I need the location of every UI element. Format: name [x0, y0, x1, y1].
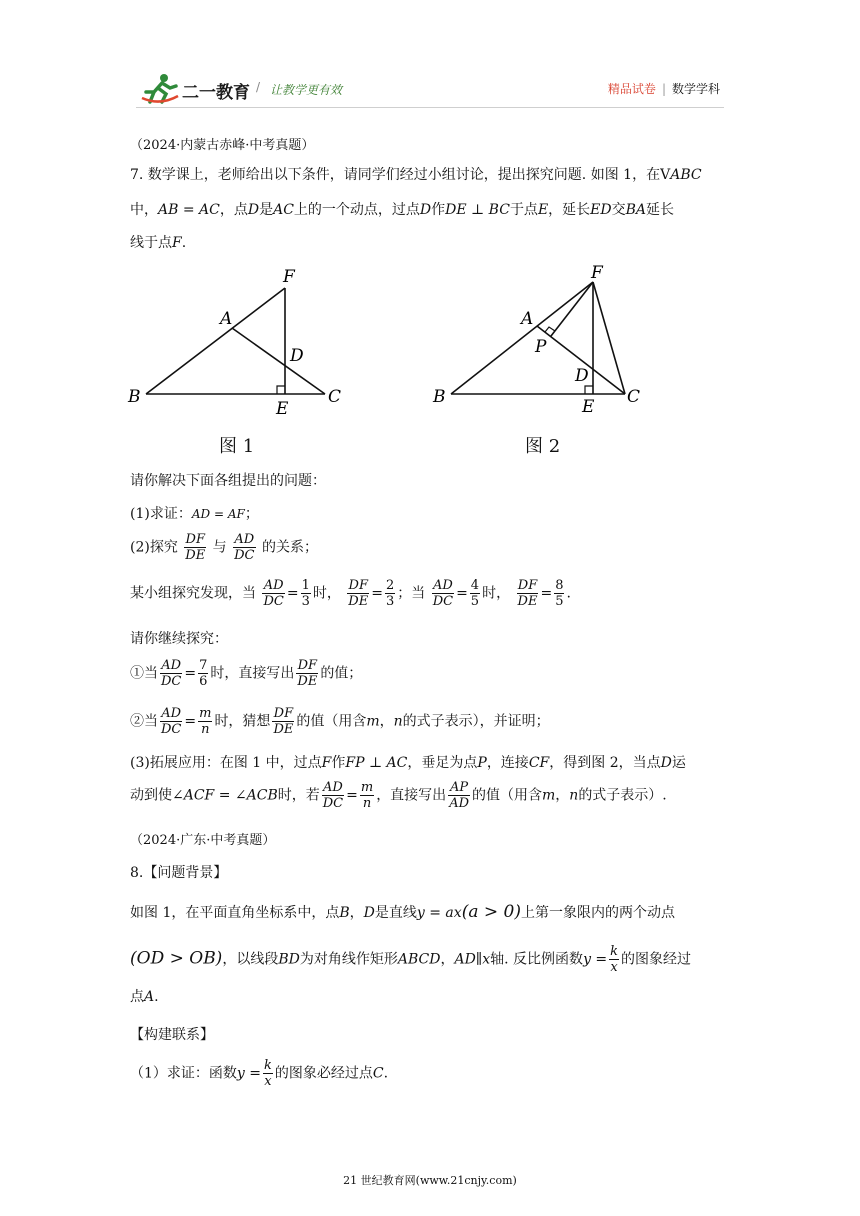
header-product: 精品试卷: [607, 82, 656, 96]
q8-build-heading: 【构建联系】: [130, 1027, 214, 1043]
label-d: D: [290, 346, 304, 366]
fraction-2-3: [385, 578, 395, 609]
numerator: DF: [348, 578, 368, 593]
text: ①当: [130, 665, 158, 682]
numerator: 1: [301, 578, 310, 593]
text: ，以线段: [222, 951, 279, 968]
text: .: [383, 1065, 389, 1082]
numerator: AD: [161, 658, 182, 673]
text: 点: [130, 989, 144, 1005]
text: ，点: [219, 202, 248, 218]
var: F: [321, 755, 332, 771]
numerator: k: [264, 1058, 272, 1073]
text: .: [154, 989, 159, 1005]
text: （1）求证：函数: [130, 1065, 237, 1082]
denominator: 6: [199, 674, 208, 689]
label-a: A: [220, 309, 233, 329]
segment-bf: [146, 288, 285, 394]
brand-logo: [140, 72, 345, 106]
q7-source: （2024·内蒙古赤峰·中考真题）: [130, 138, 315, 153]
text: (3)拓展应用：在图 1 中，过点: [130, 755, 322, 771]
denominator: n: [201, 722, 210, 737]
label-f: F: [283, 267, 295, 287]
expr-line: y = ax: [416, 905, 462, 921]
q8-line3: [130, 986, 730, 1006]
figure-1: [120, 260, 360, 420]
q7-sub2: [130, 706, 730, 737]
text: 的式子表示）.: [578, 787, 667, 804]
denominator: DE: [273, 722, 294, 737]
expr-cond: (a > 0): [461, 902, 521, 922]
text: 如图 1，在平面直角坐标系中，点: [130, 905, 340, 921]
fraction-k-x: [263, 1058, 273, 1089]
text: 的图象经过: [621, 951, 692, 968]
triangle-symbol: V: [660, 167, 671, 183]
fraction-ad-dc: [322, 780, 344, 811]
text: ，垂足为点: [407, 755, 478, 771]
var: B: [339, 905, 350, 921]
denominator: AD: [449, 796, 469, 811]
fraction-df-de: [296, 658, 318, 689]
numerator: AD: [263, 578, 284, 593]
brand-name: 二一教育: [182, 83, 250, 103]
denominator: DE: [297, 674, 318, 689]
fraction-1-3: [301, 578, 311, 609]
var: ABCD: [397, 951, 441, 968]
denominator: 3: [301, 594, 310, 609]
denominator: DE: [517, 594, 538, 609]
text: 作: [431, 202, 446, 218]
text: 时，若: [277, 787, 320, 804]
numerator: 8: [555, 578, 564, 593]
numerator: DF: [273, 706, 294, 721]
q7-stem-line3: [130, 232, 730, 252]
fraction-m-n: [198, 706, 212, 737]
triangle-name: ABC: [670, 167, 702, 183]
denominator: DE: [348, 594, 369, 609]
var: AC: [273, 202, 294, 218]
denominator: DC: [322, 796, 344, 811]
q7-intro: 请你解决下面各组提出的问题：: [130, 473, 326, 489]
var: n: [393, 713, 403, 730]
text: ，: [349, 905, 364, 921]
fraction-df-de: [347, 578, 369, 609]
var: D: [660, 755, 672, 771]
equals: =: [456, 585, 468, 602]
text: (1)求证：: [130, 506, 192, 522]
numerator: k: [610, 944, 619, 959]
label-b: B: [433, 387, 446, 407]
text: ，延长: [548, 202, 591, 218]
q8-source: （2024·广东·中考真题）: [130, 833, 276, 848]
label-d: D: [575, 366, 589, 386]
text: 时，猜想: [214, 713, 271, 730]
numerator: AD: [161, 706, 182, 721]
label-b: B: [128, 387, 141, 407]
q7-part3-line1: [130, 752, 730, 772]
text: ；当: [397, 585, 426, 602]
var: D: [247, 202, 260, 218]
text: 的关系；: [261, 539, 318, 556]
runner-logo-icon: [140, 72, 180, 106]
q8-line1: [130, 902, 730, 922]
fraction-k-x: [609, 944, 619, 975]
text: 的值；: [320, 665, 363, 682]
equals: =: [371, 585, 383, 602]
right-angle-mark: [277, 386, 285, 394]
numerator: 2: [385, 578, 395, 593]
text: ，直接写出: [376, 787, 447, 804]
text: 轴. 反比例函数: [490, 951, 584, 968]
denominator: x: [264, 1074, 272, 1089]
var: D: [363, 905, 375, 921]
q8-part1: [130, 1058, 730, 1089]
fraction-ad-dc: [262, 578, 284, 609]
text: 的值（用含: [472, 787, 542, 804]
brand-slash: /: [256, 80, 261, 94]
text: 时，: [312, 585, 341, 602]
equals: =: [286, 585, 299, 602]
text: 作: [331, 755, 346, 771]
numerator: AD: [234, 532, 255, 547]
segment-ac: [232, 328, 325, 394]
q7-stem-text1: 7. 数学课上，老师给出以下条件，请同学们经过小组讨论，提出探究问题. 如图 1，在: [130, 167, 661, 183]
text: 中，: [130, 202, 158, 218]
q7-stem-line1: [130, 164, 730, 184]
right-angle-mark-e: [585, 386, 593, 394]
text: ②当: [130, 713, 158, 730]
segment-fp: [551, 282, 593, 336]
q7-stem-line2: [130, 199, 730, 219]
q7-part1: [130, 503, 730, 523]
numerator: AD: [432, 578, 453, 593]
text: 某小组探究发现，当: [130, 585, 256, 602]
right-angle-mark-p: [545, 327, 555, 332]
text: (2)探究: [130, 539, 178, 556]
text: 于点: [509, 202, 538, 218]
denominator: DC: [161, 722, 182, 737]
numerator: DF: [297, 658, 318, 673]
text: 延长: [646, 202, 675, 218]
var: C: [372, 1065, 384, 1082]
label-a: A: [521, 309, 534, 329]
q7-findings: [130, 578, 730, 609]
text: 的图象必经过点: [274, 1065, 373, 1082]
figure-2-caption: 图 2: [525, 436, 561, 457]
expr-y: y =: [236, 1065, 262, 1082]
text: ，: [379, 713, 394, 730]
fraction-ad-dc: [432, 578, 454, 609]
numerator: 4: [470, 578, 480, 593]
q7-continue: 请你继续探究：: [130, 631, 228, 647]
text: ，: [555, 787, 570, 804]
label-c: C: [627, 387, 641, 407]
fraction-7-6: [198, 658, 208, 689]
text: 时，直接写出: [210, 665, 295, 682]
fraction-ap-ad: [448, 780, 470, 811]
fraction-ad-dc: [160, 706, 182, 737]
numerator: DF: [185, 532, 205, 547]
expr-ab-ac: AB = AC: [158, 202, 220, 218]
label-f: F: [591, 263, 603, 283]
text: 上第一象限内的两个动点: [520, 905, 675, 921]
text: 交: [611, 202, 626, 218]
segment-fc: [593, 282, 625, 394]
var: F: [172, 235, 182, 251]
equals: =: [184, 665, 197, 682]
numerator: AP: [450, 780, 469, 795]
equals: =: [184, 713, 197, 730]
fraction-df-de: [517, 578, 539, 609]
label-c: C: [328, 387, 342, 407]
text: .: [181, 235, 187, 251]
expr-de-perp-bc: DE ⊥ BC: [445, 202, 510, 218]
var: n: [569, 787, 579, 804]
numerator: DF: [517, 578, 538, 593]
header-divider: |: [661, 82, 666, 96]
text: .: [566, 585, 571, 602]
expr-angles: ∠ACF = ∠ACB: [172, 787, 278, 804]
denominator: 3: [385, 594, 395, 609]
page-footer: 21 世纪教育网(www.21cnjy.com): [343, 1174, 517, 1187]
var: BA: [625, 202, 647, 218]
header-subject-label: 数学学科: [671, 82, 720, 96]
text: ；: [244, 506, 259, 522]
expr-fp-perp-ac: FP ⊥ AC: [345, 755, 408, 771]
expr-od-ob: (OD > OB): [130, 948, 223, 969]
text: 是直线: [374, 905, 417, 921]
q7-part2: [130, 532, 730, 563]
text: 上的一个动点，过点: [293, 202, 420, 218]
text: 运: [671, 755, 686, 771]
figure-2: [425, 260, 650, 420]
expr-y: y =: [583, 951, 608, 968]
var: CF: [528, 755, 550, 771]
denominator: n: [362, 796, 372, 811]
denominator: DC: [432, 594, 454, 609]
text: 为对角线作矩形: [299, 951, 398, 968]
header-subject: [608, 80, 720, 97]
denominator: 5: [555, 594, 564, 609]
text: ，: [440, 951, 455, 968]
text: 的式子表示），并证明；: [402, 713, 550, 730]
figure-1-caption: 图 1: [219, 436, 255, 457]
q8-title: 8.【问题背景】: [130, 865, 228, 881]
text: 时，: [482, 585, 511, 602]
fraction-ad-dc: [160, 658, 182, 689]
label-p: P: [535, 337, 547, 357]
fraction-df-de: [272, 706, 294, 737]
q8-line2: [130, 944, 730, 975]
text: 与: [212, 539, 227, 556]
denominator: DC: [234, 548, 255, 563]
fraction-ad-dc: [233, 532, 255, 563]
text: 线于点: [130, 235, 172, 251]
numerator: 7: [199, 658, 208, 673]
denominator: DC: [161, 674, 182, 689]
numerator: AD: [323, 780, 343, 795]
header-rule: [136, 107, 724, 108]
numerator: m: [199, 706, 212, 721]
var: D: [419, 202, 432, 218]
brand-slogan: 让教学更有效: [270, 83, 343, 97]
text: ，连接: [486, 755, 529, 771]
equals: =: [346, 787, 358, 804]
var: A: [144, 989, 155, 1005]
denominator: 5: [470, 594, 480, 609]
fraction-4-5: [470, 578, 480, 609]
fraction-df-de: [184, 532, 206, 563]
text: ，得到图 2，当点: [549, 755, 661, 771]
var: E: [537, 202, 549, 218]
text: 动到使: [130, 787, 172, 804]
label-e: E: [582, 397, 595, 417]
q7-part3-line2: [130, 780, 730, 811]
var: P: [477, 755, 487, 771]
numerator: m: [360, 780, 374, 795]
equals: =: [540, 585, 553, 602]
expr-ad-af: AD = AF: [191, 507, 245, 521]
fraction-m-n: [360, 780, 374, 811]
text: 是: [259, 202, 274, 218]
denominator: x: [610, 960, 618, 975]
label-e: E: [276, 399, 289, 419]
segment-bf: [451, 282, 593, 394]
q7-sub1: [130, 658, 730, 689]
var: m: [542, 787, 556, 804]
denominator: DE: [185, 548, 206, 563]
fraction-8-5: [554, 578, 564, 609]
expr-ad-parallel: AD∥x: [454, 951, 491, 968]
denominator: DC: [263, 594, 284, 609]
var: ED: [590, 202, 612, 218]
var: m: [366, 713, 380, 730]
text: 的值（用含: [296, 713, 367, 730]
var: BD: [278, 951, 300, 968]
